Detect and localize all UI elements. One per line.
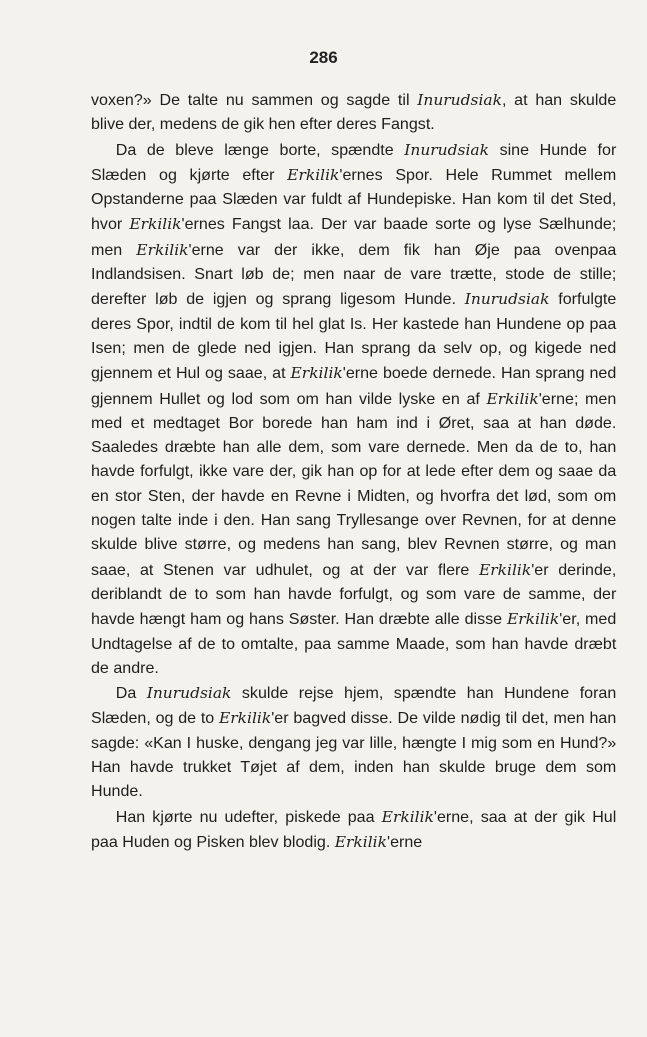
italic-name: Inurudsiak	[404, 140, 489, 159]
text-run: Han kjørte nu udefter, piskede paa	[115, 808, 382, 826]
paragraph-3	[91, 681, 616, 804]
body-text	[91, 88, 616, 855]
text-run: 'erne	[386, 833, 423, 851]
text-run: sine Hunde for Slæden og kjørte efter	[91, 141, 617, 184]
italic-name: Erkilik	[290, 364, 343, 383]
page-number: 286	[309, 48, 338, 67]
text-run: 'er bagved disse. De vilde nødig til det, men han sagde: «Kan I huske, dengang jeg var lille, hængte I mig som en Hund?» Han havde trukket Tøjet af dem, inden han skulde bruge dem som Hunde.	[91, 710, 617, 801]
italic-name: Erkilik	[287, 165, 340, 184]
text-run: forfulgte deres Spor, indtil de kom til hel glat Is. Her kastede han Hundene op paa Isen; men de glede ned igjen. Han sprang da selv op, og kigede ned gjennem et Hul og saae, at	[91, 291, 617, 383]
italic-name: Erkilik	[334, 832, 387, 851]
text-run: 'erne; men med et medtaget Bor borede han ham ind i Øret, saa at han døde. Saaledes dræbte han alle dem, som vare dernede. Men da de to, han havde forfulgt, ikke vare der, gik han op for at lede efter dem og saae da en stor Sten, der havde en Revne i Midten, og hvorfra det lød, som om nogen talte inde i den. Han sang Tryllesange over Revnen, for at denne skulde blive større, og medens han sang, blev Revnen større, og man saae, at Stenen var udhulet, og at der var flere	[91, 390, 617, 579]
text-run: , at han skulde blive der, medens de gik hen efter deres Fangst.	[91, 92, 617, 134]
paragraph-4	[91, 805, 616, 856]
italic-name: Inurudsiak	[146, 684, 232, 703]
italic-name: Inurudsiak	[464, 290, 550, 309]
text-run: Da	[115, 685, 147, 703]
text-run: 'ernes Fangst laa. Der var baade sorte og lyse Sælhunde; men	[91, 216, 617, 259]
text-run: 'ernes Spor. Hele Rummet mellem Opstanderne paa Slæden var fuldt af Hundepiske. Han kom til det Sted, hvor	[91, 166, 617, 234]
italic-name: Erkilik	[507, 610, 560, 629]
italic-name: Erkilik	[381, 807, 434, 826]
italic-name: Erkilik	[478, 560, 532, 579]
italic-name: Erkilik	[219, 709, 272, 728]
italic-name: Inurudsiak	[417, 91, 502, 109]
text-run: skulde rejse hjem, spændte han Hundene foran Slæden, og de to	[91, 685, 617, 728]
text-run: 'er, med Undtagelse af de to omtalte, paa samme Maade, som han havde dræbt de andre.	[91, 611, 617, 677]
text-run: voxen?» De talte nu sammen og sagde til	[91, 92, 418, 109]
text-run: 'erne, saa at der gik Hul paa Huden og Pisken blev blodig.	[91, 808, 617, 851]
text-run: 'er derinde, deriblandt de to som han havde forfulgt, og som vare de samme, der havde hængt ham og hans Søster. Han dræbte alle disse	[91, 561, 617, 629]
paragraph-1	[91, 88, 616, 138]
text-run: 'erne boede dernede. Han sprang ned gjennem Hullet og lod som om han vilde lyske en af	[91, 365, 617, 408]
italic-name: Erkilik	[486, 389, 539, 408]
text-run: Da de bleve længe borte, spændte	[115, 141, 405, 159]
text-run: 'erne var der ikke, dem fik han Øje paa ovenpaa Indlandsisen. Snart løb de; men naar de vare trætte, stode de stille; derefter løb de igjen og sprang ligesom Hunde.	[91, 241, 617, 309]
italic-name: Erkilik	[136, 240, 189, 259]
italic-name: Erkilik	[129, 215, 182, 234]
paragraph-2	[91, 138, 616, 682]
